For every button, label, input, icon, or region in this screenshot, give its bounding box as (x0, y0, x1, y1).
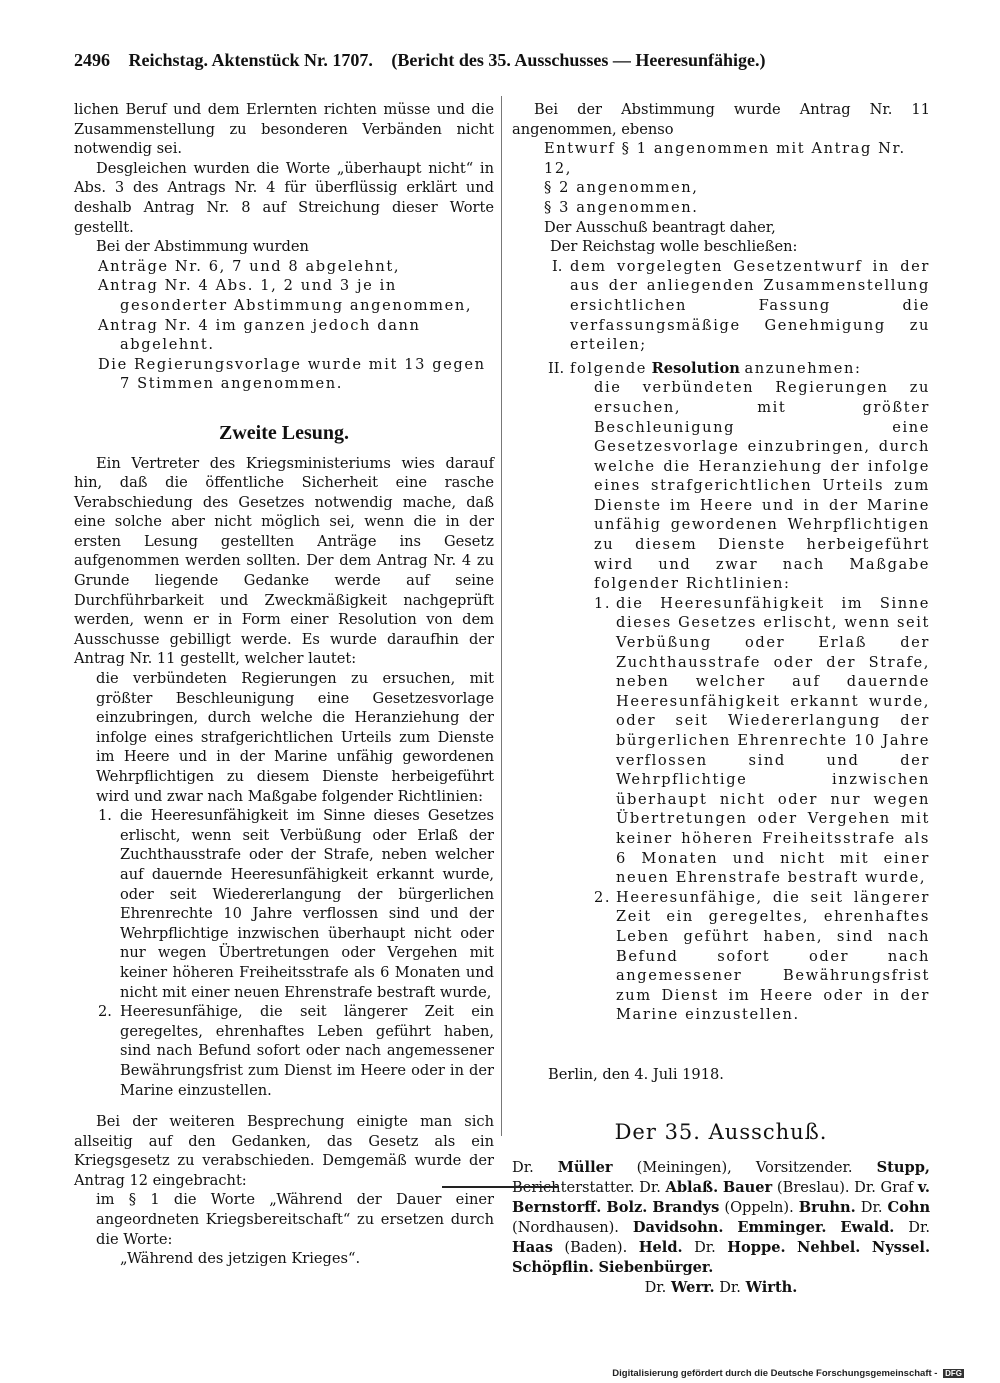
member-name: Nehbel. (797, 1239, 861, 1257)
list-item-text: Heeresunfähige, die seit längerer Zeit ein geregeltes, ehrenhaftes Leben geführt haben, sind nach Befund sofort oder nach angemessener Bewährungsfrist zum Dienst im Heere oder in der Marine einzustellen. (616, 888, 930, 1024)
header-title: Reichstag. Aktenstück Nr. 1707. (128, 50, 373, 70)
member-name: Emminger. (737, 1219, 827, 1237)
motion-resolve: Der Reichstag wolle beschließen: (550, 238, 798, 256)
member-title: Dr. (512, 1159, 534, 1177)
page-header (74, 50, 930, 80)
member-name: Cohn (887, 1199, 931, 1217)
vote-line: Die Regierungsvorlage wurde mit 13 gegen 7 Stimmen angenommen. (98, 355, 486, 393)
member-name: Hoppe. (727, 1239, 786, 1257)
motion-intro: Der Ausschuß beantragt daher, (544, 218, 776, 236)
member-name: Ewald. (840, 1219, 895, 1237)
member-name: v. Bernstorff. (512, 1179, 931, 1217)
member-name: Bolz. (606, 1199, 648, 1217)
quoted-proposal: die verbündeten Regierungen zu ersuchen, mit größter Beschleunigung eine Gesetzesvorlage einzubringen, durch welche die Heranziehung der infolge eines strafgerichtlichen Urteils zum Dienste im Heere und in der Marine unfähig gewordenen Wehrpflichtigen zu diesem Dienste herbeigeführt wird und zwar nach Maßgabe folgender Richtlinien: (96, 670, 494, 805)
resolution-text: dem vorgelegten Gesetzentwurf in der aus der anliegenden Zusammenstellung ersichtlichen Fassung die verfassungsmäßige Genehmigung zu erteilen; (570, 257, 930, 354)
member-note: (Nordhausen). (512, 1219, 619, 1237)
list-item-text: Heeresunfähige, die seit längerer Zeit ein geregeltes, ehrenhaftes Leben geführt haben, sind nach Befund sofort oder nach angemessener Bewährungsfrist zum Dienst im Heere oder in der Marine einzustellen. (120, 1003, 494, 1099)
member-name: Davidsohn. (632, 1219, 724, 1237)
vote-line: Antrag Nr. 4 Abs. 1, 2 und 3 je in gesonderter Abstimmung angenommen, (98, 277, 473, 314)
list-item-text: die Heeresunfähigkeit im Sinne dieses Gesetzes erlischt, wenn seit Verbüßung oder Erlaß der Zuchthausstrafe oder der Strafe, neben welcher auf dauernde Heeresunfähigkeit erkannt wurde, oder seit Wiedererlangung der bürgerlichen Ehrenrechte 10 Jahre verflossen sind und der Wehrpflichtige inzwischen überhaupt nicht oder nur wegen Übertretungen oder Vergehen mit keiner höheren Freiheitsstrafe als 6 Monaten und nicht mit einer neuen Ehrenstrafe bestraft wurde, (616, 594, 931, 887)
paragraph: Ein Vertreter des Kriegsministeriums wies darauf hin, daß die öffentliche Sicherheit eine rasche Verabschiedung des Gesetzes notwendig mache, daß eine solche aber nicht möglich sei, wenn die in der ersten Lesung gestellten Anträge ins Gesetz aufgenommen werden sollten. Der dem Antrag Nr. 4 zu Grunde liegende Gedanke werde auf seine Durchführbarkeit und Zweckmäßigkeit nachgeprüft werden, wenn er in Form einer Resolution von dem Ausschusse gebilligt werde. Es wurde daraufhin der Antrag Nr. 11 gestellt, welcher lautet: (74, 454, 494, 668)
right-column (512, 100, 930, 1298)
member-name: Bauer (722, 1179, 773, 1197)
members-last-line (512, 1278, 930, 1298)
vote-line: Antrag Nr. 4 im ganzen jedoch dann abgelehnt. (98, 316, 421, 354)
paragraph: Desgleichen wurden die Worte „überhaupt nicht“ in Abs. 3 des Antrags Nr. 4 für überflüssig erklärt und deshalb Antrag Nr. 8 auf Streichung dieser Worte gestellt. (74, 159, 494, 236)
member-name: Stupp, (876, 1159, 930, 1177)
resolution-text: anzunehmen: (744, 359, 862, 377)
credit-text: Digitalisierung gefördert durch die Deutsche Forschungsgemeinschaft - (612, 1368, 938, 1379)
column-divider (501, 96, 502, 1136)
member-name: Brandys (652, 1199, 720, 1217)
member-name: Bruhn. (798, 1199, 856, 1217)
vote-results (74, 237, 494, 394)
place-date: Berlin, den 4. Juli 1918. (548, 1065, 724, 1083)
header-subtitle: (Bericht des 35. Ausschusses — Heeresunfähige.) (391, 50, 766, 70)
list-item (98, 806, 494, 1002)
dfg-logo-icon: DFG (945, 1369, 962, 1378)
section-heading: Zweite Lesung. (219, 421, 349, 444)
amendment: im § 1 die Worte „Während der Dauer einer angeordneten Kriegsbereitschaft“ zu ersetzen durch die Worte: (96, 1191, 494, 1248)
member-note: (Baden). (564, 1239, 628, 1257)
member-name: Schöpflin. (512, 1259, 594, 1277)
page-number: 2496 (74, 50, 110, 70)
list-item (594, 888, 930, 1025)
list-item-number: 2. (594, 888, 612, 906)
resolution-two (512, 359, 930, 379)
committee-members (512, 1158, 930, 1298)
left-column (74, 100, 494, 1269)
vote-line: § 2 angenommen, (544, 179, 699, 197)
member-name: Held. (638, 1239, 683, 1257)
resolution-text: folgende (570, 359, 648, 377)
vote-line: Entwurf § 1 angenommen mit Antrag Nr. 12, (544, 140, 906, 177)
member-name: Müller (557, 1159, 613, 1177)
guideline-list (594, 594, 930, 1025)
resolution-number: II. (548, 359, 565, 377)
list-item-number: 1. (594, 594, 612, 612)
resolution-body (512, 378, 930, 1025)
resolution-keyword: Resolution (651, 359, 740, 377)
paragraph: Bei der Abstimmung wurde Antrag Nr. 11 angenommen, ebenso (512, 101, 930, 138)
member-note: (Breslau). Dr. Graf (776, 1179, 914, 1197)
vote-line: § 3 angenommen. (544, 198, 699, 216)
vote-intro: Bei der Abstimmung wurden (96, 238, 309, 256)
member-note: (Oppeln). (724, 1199, 794, 1217)
member-name: Ablaß. (665, 1179, 719, 1197)
member-title: Dr. (694, 1239, 716, 1257)
vote-line: Anträge Nr. 6, 7 und 8 abgelehnt, (98, 257, 401, 275)
member-note: Berichterstatter. Dr. (512, 1179, 661, 1197)
member-name: Werr. (670, 1279, 715, 1297)
digitization-credit (612, 1368, 964, 1379)
member-note: (Meiningen), Vorsitzender. (636, 1159, 853, 1177)
resolution-number: I. (552, 257, 563, 275)
list-item (594, 594, 930, 888)
member-name: Siebenbürger. (598, 1259, 714, 1277)
list-item-number: 2. (98, 1003, 112, 1021)
guideline-list (74, 806, 494, 1100)
member-name: Haas (512, 1239, 553, 1257)
vote-summary (512, 139, 930, 257)
committee-title: Der 35. Ausschuß. (614, 1119, 828, 1144)
member-title: Dr. (719, 1279, 741, 1297)
end-rule (442, 1186, 558, 1188)
paragraph: Bei der weiteren Besprechung einigte man sich allseitig auf den Gedanken, das Gesetz als ein Kriegsgesetz zu verabschieden. Demgemäß wurde der Antrag 12 eingebracht: (74, 1113, 494, 1189)
list-item-number: 1. (98, 807, 112, 825)
member-title: Dr. (908, 1219, 931, 1237)
list-item-text: die Heeresunfähigkeit im Sinne dieses Gesetzes erlischt, wenn seit Verbüßung oder Erlaß der Zuchthausstrafe oder der Strafe, neben welcher auf dauernde Heeresunfähigkeit erkannt wurde, oder seit Wiedererlangung der bürgerlichen Ehrenrechte 10 Jahre verflossen sind und der Wehrpflichtige inzwischen überhaupt nicht oder nur wegen Übertretungen oder Vergehen mit keiner höheren Freiheitsstrafe als 6 Monaten und nicht mit einer neuen Ehrenstrafe bestraft wurde, (120, 807, 494, 1001)
member-name: Wirth. (745, 1279, 798, 1297)
paragraph: lichen Beruf und dem Erlernten richten müsse und die Zusammenstellung zu besonderen Verbänden nicht notwendig sei. (74, 101, 494, 158)
list-item (98, 1002, 494, 1100)
resolution-body-text: die verbündeten Regierungen zu ersuchen, mit größter Beschleunigung eine Gesetzesvorlage einzubringen, durch welche die Heranziehung der infolge eines strafgerichtlichen Urteils zum Dienste im Heere und in der Marine unfähig gewordenen Wehrpflichtigen zu diesem Dienste herbeigeführt wird und zwar nach Maßgabe folgender Richtlinien: (594, 379, 930, 593)
member-name: Nyssel. (871, 1239, 931, 1257)
member-title: Dr. (860, 1199, 883, 1217)
amendment-quote: „Während des jetzigen Krieges“. (120, 1250, 361, 1268)
resolution-one (512, 257, 930, 355)
member-title: Dr. (644, 1279, 667, 1297)
